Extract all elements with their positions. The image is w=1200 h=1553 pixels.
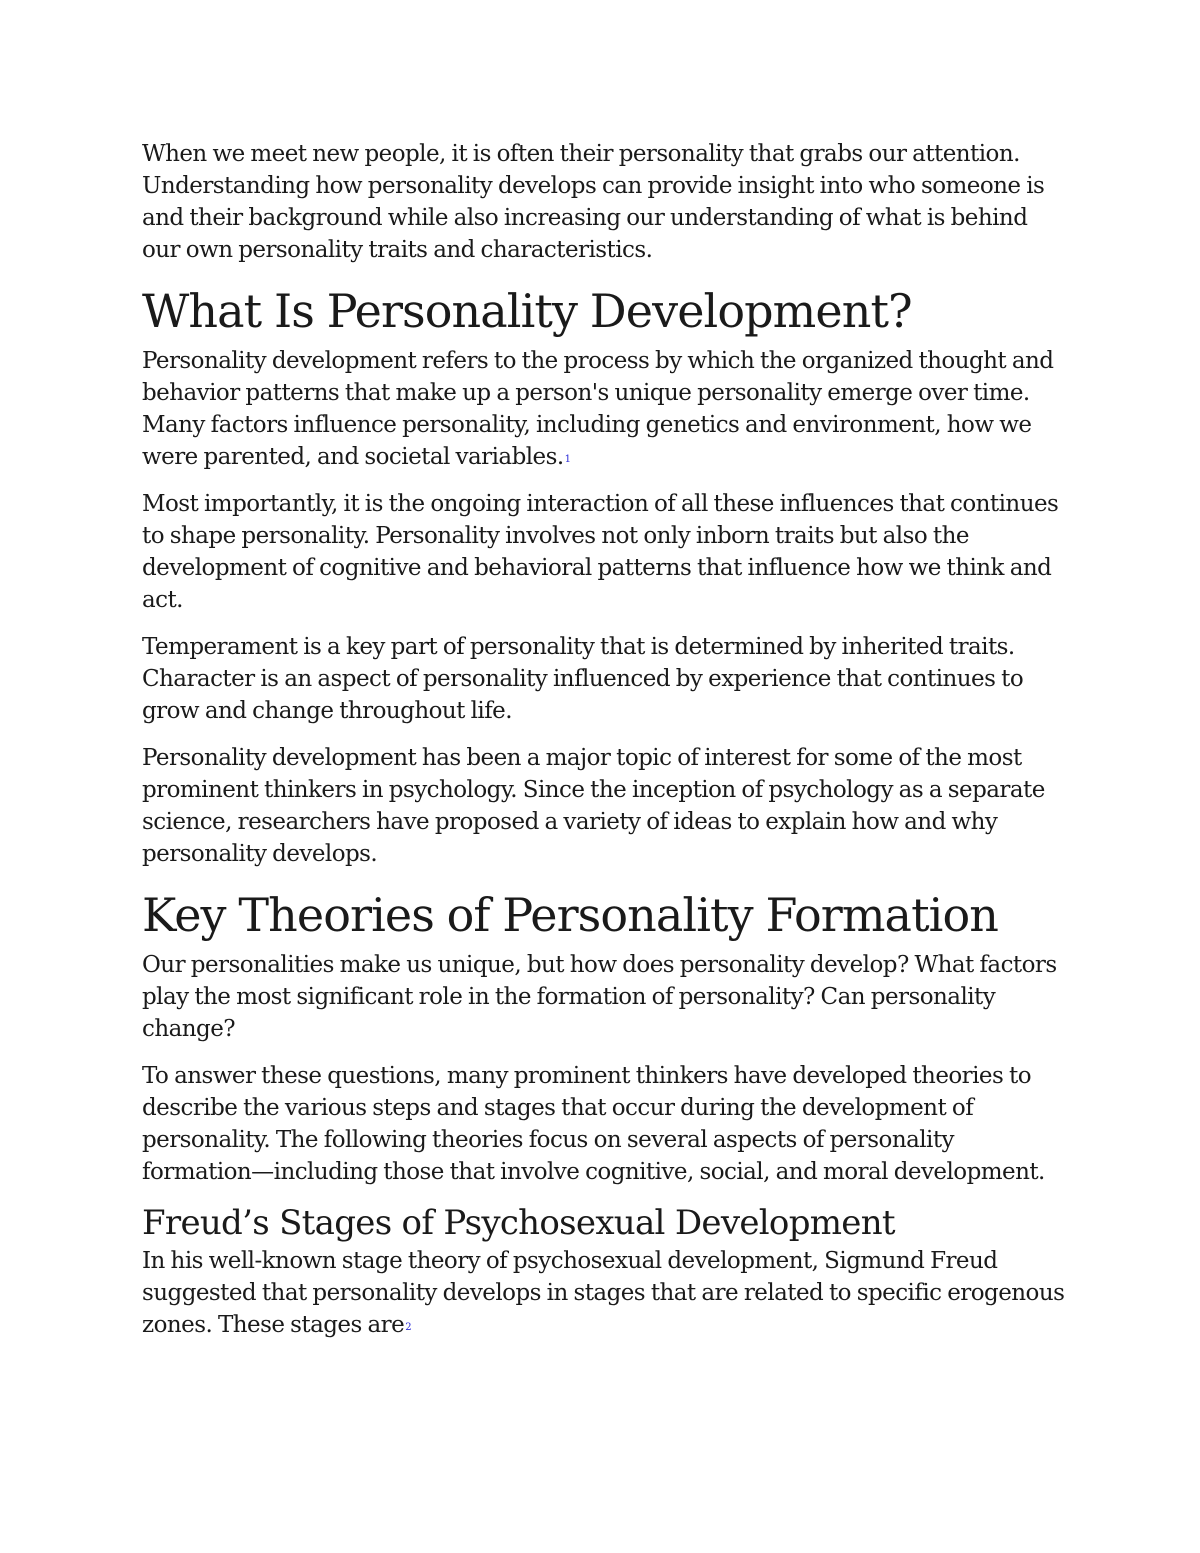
document-page (142, 138, 1067, 1356)
intro-paragraph: When we meet new people, it is often their personality that grabs our attention. Understanding how personality develops can provide insight into who someone is and their background while also increasing our understanding of what is behind our own personality traits and characteristics. (142, 141, 1045, 263)
paragraph-freud (142, 1245, 1067, 1341)
citation-link-1[interactable]: 1 (564, 454, 571, 465)
section-heading-personality-development: What Is Personality Development? (142, 284, 912, 338)
paragraph-definition (142, 345, 1067, 473)
paragraph-text: Personality development refers to the process by which the organized thought and behavior patterns that make up a person's unique personality emerge over time. Many factors influence personality, including genetics and environment, how we were parented, and societal variables. (142, 348, 1054, 470)
subsection-heading-freud: Freud’s Stages of Psychosexual Development (142, 1203, 895, 1243)
paragraph-theories: To answer these questions, many prominent thinkers have developed theories to describe the various steps and stages that occur during the development of personality. The following theories focus on several aspects of personality formation—including those that involve cognitive, social, and moral development. (142, 1063, 1045, 1185)
paragraph-questions: Our personalities make us unique, but how does personality develop? What factors play the most significant role in the formation of personality? Can personality change? (142, 952, 1057, 1042)
citation-link-2[interactable]: 2 (405, 1322, 412, 1333)
paragraph-history: Personality development has been a major topic of interest for some of the most prominent thinkers in psychology. Since the inception of psychology as a separate science, researchers have proposed a variety of ideas to explain how and why personality develops. (142, 745, 1045, 867)
paragraph-temperament: Temperament is a key part of personality that is determined by inherited traits. Character is an aspect of personality influenced by experience that continues to grow and change throughout life. (142, 634, 1024, 724)
paragraph-text: In his well-known stage theory of psychosexual development, Sigmund Freud suggested that personality develops in stages that are related to specific erogenous zones. These stages are (142, 1248, 1065, 1338)
section-heading-key-theories: Key Theories of Personality Formation (142, 888, 998, 942)
paragraph-interaction: Most importantly, it is the ongoing interaction of all these influences that continues to shape personality. Personality involves not only inborn traits but also the development of cognitive and behavioral patterns that influence how we think and act. (142, 491, 1059, 613)
